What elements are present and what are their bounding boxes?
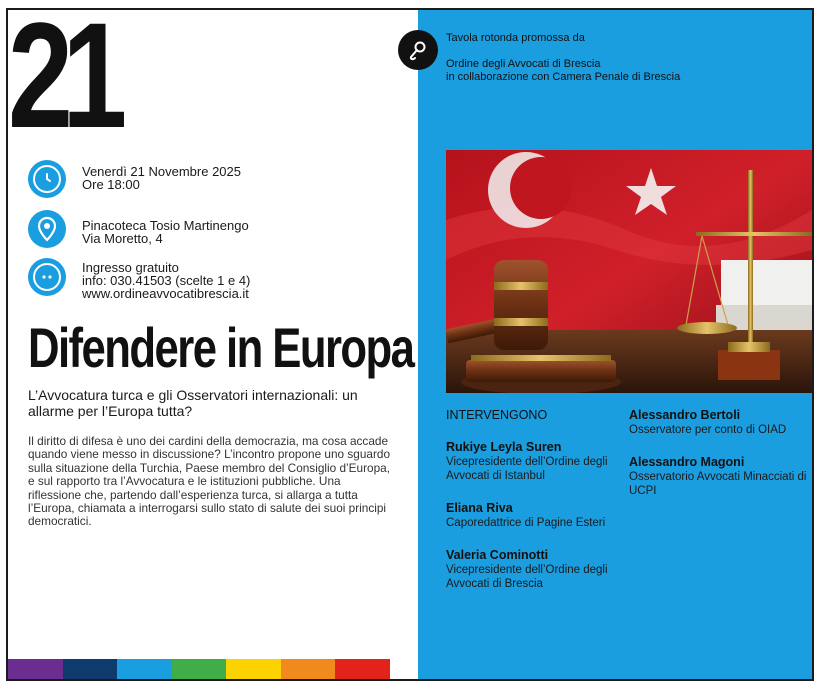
venue-row bbox=[28, 210, 249, 248]
event-info-phone: info: 030.41503 (scelte 1 e 4) bbox=[82, 273, 251, 288]
chat-bubble-icon bbox=[28, 258, 66, 296]
entry-row bbox=[28, 258, 250, 300]
clock-icon bbox=[28, 160, 66, 198]
promo-line-3: in collaborazione con Camera Penale di Brescia bbox=[446, 71, 681, 83]
speaker-item bbox=[629, 408, 809, 437]
speakers-heading: INTERVENGONO bbox=[446, 408, 548, 422]
speaker-name: Valeria Cominotti bbox=[446, 548, 549, 562]
color-bar-segment bbox=[335, 659, 390, 679]
color-bar-segment bbox=[281, 659, 336, 679]
promo-line-1: Tavola rotonda promossa da bbox=[446, 32, 585, 44]
event-venue: Pinacoteca Tosio Martinengo bbox=[82, 218, 249, 233]
headline: Difendere in Europa bbox=[28, 316, 414, 379]
color-bar-segment bbox=[172, 659, 227, 679]
speaker-role: Osservatore per conto di OIAD bbox=[629, 424, 787, 436]
gavel-flag-photo bbox=[446, 150, 812, 393]
subheadline: L’Avvocatura turca e gli Osservatori internazionali: un allarme per l’Europa tutta? bbox=[28, 387, 358, 419]
event-website[interactable]: www.ordineavvocatibrescia.it bbox=[82, 286, 249, 301]
logo-21: 21 bbox=[8, 8, 117, 159]
speaker-item bbox=[446, 440, 626, 483]
color-bar-segment bbox=[226, 659, 281, 679]
promo-text bbox=[446, 32, 680, 84]
color-bar-segment bbox=[8, 659, 63, 679]
location-pin-icon bbox=[28, 210, 66, 248]
speaker-role: Osservatorio Avvocati Minacciati di UCPI bbox=[629, 471, 807, 497]
event-date: Venerdì 21 Novembre 2025 bbox=[82, 164, 241, 179]
body-paragraph: Il diritto di difesa è uno dei cardini della democrazia, ma cosa accade quando viene messo in discussione? L’incontro propone uno sguardo sulla situazione della Turchia, Paese membro del Consiglio d’Europa, e sul rapporto tra l’Avvocatura e le istituzioni pubbliche. Una riflessione che, partendo dall’esperienza turca, si allarga a tutta l’Europa, chiamata a interrogarsi sullo stato di salute dei suoi principi democratici. bbox=[28, 434, 391, 529]
microphone-icon bbox=[398, 30, 438, 70]
right-panel bbox=[418, 10, 814, 679]
event-address: Via Moretto, 4 bbox=[82, 231, 163, 246]
event-entry: Ingresso gratuito bbox=[82, 260, 179, 275]
date-row bbox=[28, 160, 241, 198]
event-time: Ore 18:00 bbox=[82, 177, 140, 192]
color-bar bbox=[8, 659, 390, 679]
speaker-name: Alessandro Bertoli bbox=[629, 408, 741, 422]
speaker-item bbox=[446, 501, 626, 530]
promo-line-2: Ordine degli Avvocati di Brescia bbox=[446, 58, 601, 70]
speaker-name: Eliana Riva bbox=[446, 501, 513, 515]
color-bar-segment bbox=[117, 659, 172, 679]
speaker-role: Vicepresidente dell’Ordine degli Avvocati di Brescia bbox=[446, 564, 608, 590]
speaker-name: Alessandro Magoni bbox=[629, 455, 745, 469]
color-bar-segment bbox=[63, 659, 118, 679]
speaker-name: Rukiye Leyla Suren bbox=[446, 440, 562, 454]
speaker-role: Caporedattrice di Pagine Esteri bbox=[446, 517, 606, 529]
speaker-role: Vicepresidente dell’Ordine degli Avvocati di Istanbul bbox=[446, 456, 608, 482]
poster bbox=[6, 8, 814, 681]
speaker-item bbox=[629, 455, 809, 498]
speaker-item bbox=[446, 548, 626, 591]
left-panel bbox=[8, 10, 418, 679]
